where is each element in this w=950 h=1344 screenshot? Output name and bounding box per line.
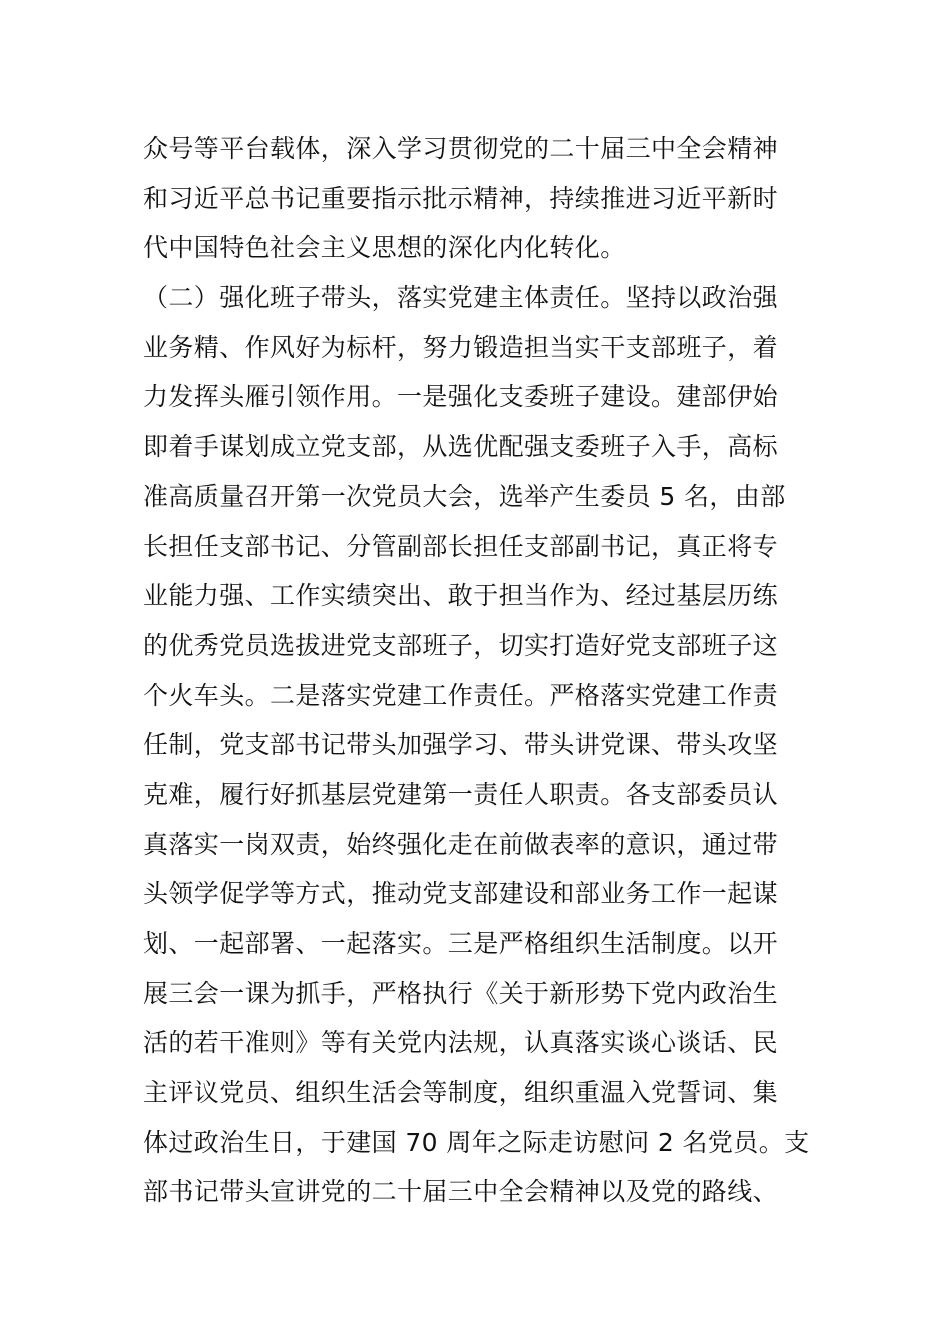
- text-line: 业能力强、工作实绩突出、敢于担当作为、经过基层历练: [143, 581, 779, 611]
- document-body: [143, 124, 808, 1217]
- text-line: 业务精、作风好为标杆，努力锻造担当实干支部班子，着: [143, 332, 779, 362]
- text-line: 部书记带头宣讲党的二十届三中全会精神以及党的路线、: [143, 1177, 779, 1207]
- text-line: 展三会一课为抓手，严格执行《关于新形势下党内政治生: [143, 978, 779, 1008]
- section-heading-line: （二）强化班子带头，落实党建主体责任。坚持以政治强: [143, 283, 779, 313]
- text-line: 划、一起部署、一起落实。三是严格组织生活制度。以开: [143, 929, 779, 958]
- text-line: 主评议党员、组织生活会等制度，组织重温入党誓词、集: [143, 1078, 779, 1108]
- text-line: 活的若干准则》等有关党内法规，认真落实谈心谈话、民: [143, 1028, 779, 1058]
- text-line: 力发挥头雁引领作用。一是强化支委班子建设。建部伊始: [143, 382, 779, 412]
- text-line: 真落实一岗双责，始终强化走在前做表率的意识，通过带: [143, 829, 779, 859]
- text-line: 和习近平总书记重要指示批示精神，持续推进习近平新时: [143, 183, 779, 213]
- text-line: 克难，履行好抓基层党建第一责任人职责。各支部委员认: [143, 779, 779, 809]
- text-line: 个火车头。二是落实党建工作责任。严格落实党建工作责: [143, 680, 779, 710]
- text-line: 体过政治生日，于建国 70 周年之际走访慰问 2 名党员。支: [143, 1127, 810, 1157]
- text-line: 准高质量召开第一次党员大会，选举产生委员 5 名，由部: [143, 481, 786, 511]
- text-line: 即着手谋划成立党支部，从选优配强支委班子入手，高标: [143, 432, 779, 462]
- text-line: 众号等平台载体，深入学习贯彻党的二十届三中全会精神: [143, 134, 779, 163]
- text-line: 的优秀党员选拔进党支部班子，切实打造好党支部班子这: [143, 630, 779, 660]
- text-line: 长担任支部书记、分管副部长担任支部副书记，真正将专: [143, 531, 779, 561]
- text-line: 头领学促学等方式，推动党支部建设和部业务工作一起谋: [143, 879, 779, 909]
- text-line: 代中国特色社会主义思想的深化内化转化。: [143, 233, 626, 263]
- text-line: 任制，党支部书记带头加强学习、带头讲党课、带头攻坚: [143, 730, 779, 760]
